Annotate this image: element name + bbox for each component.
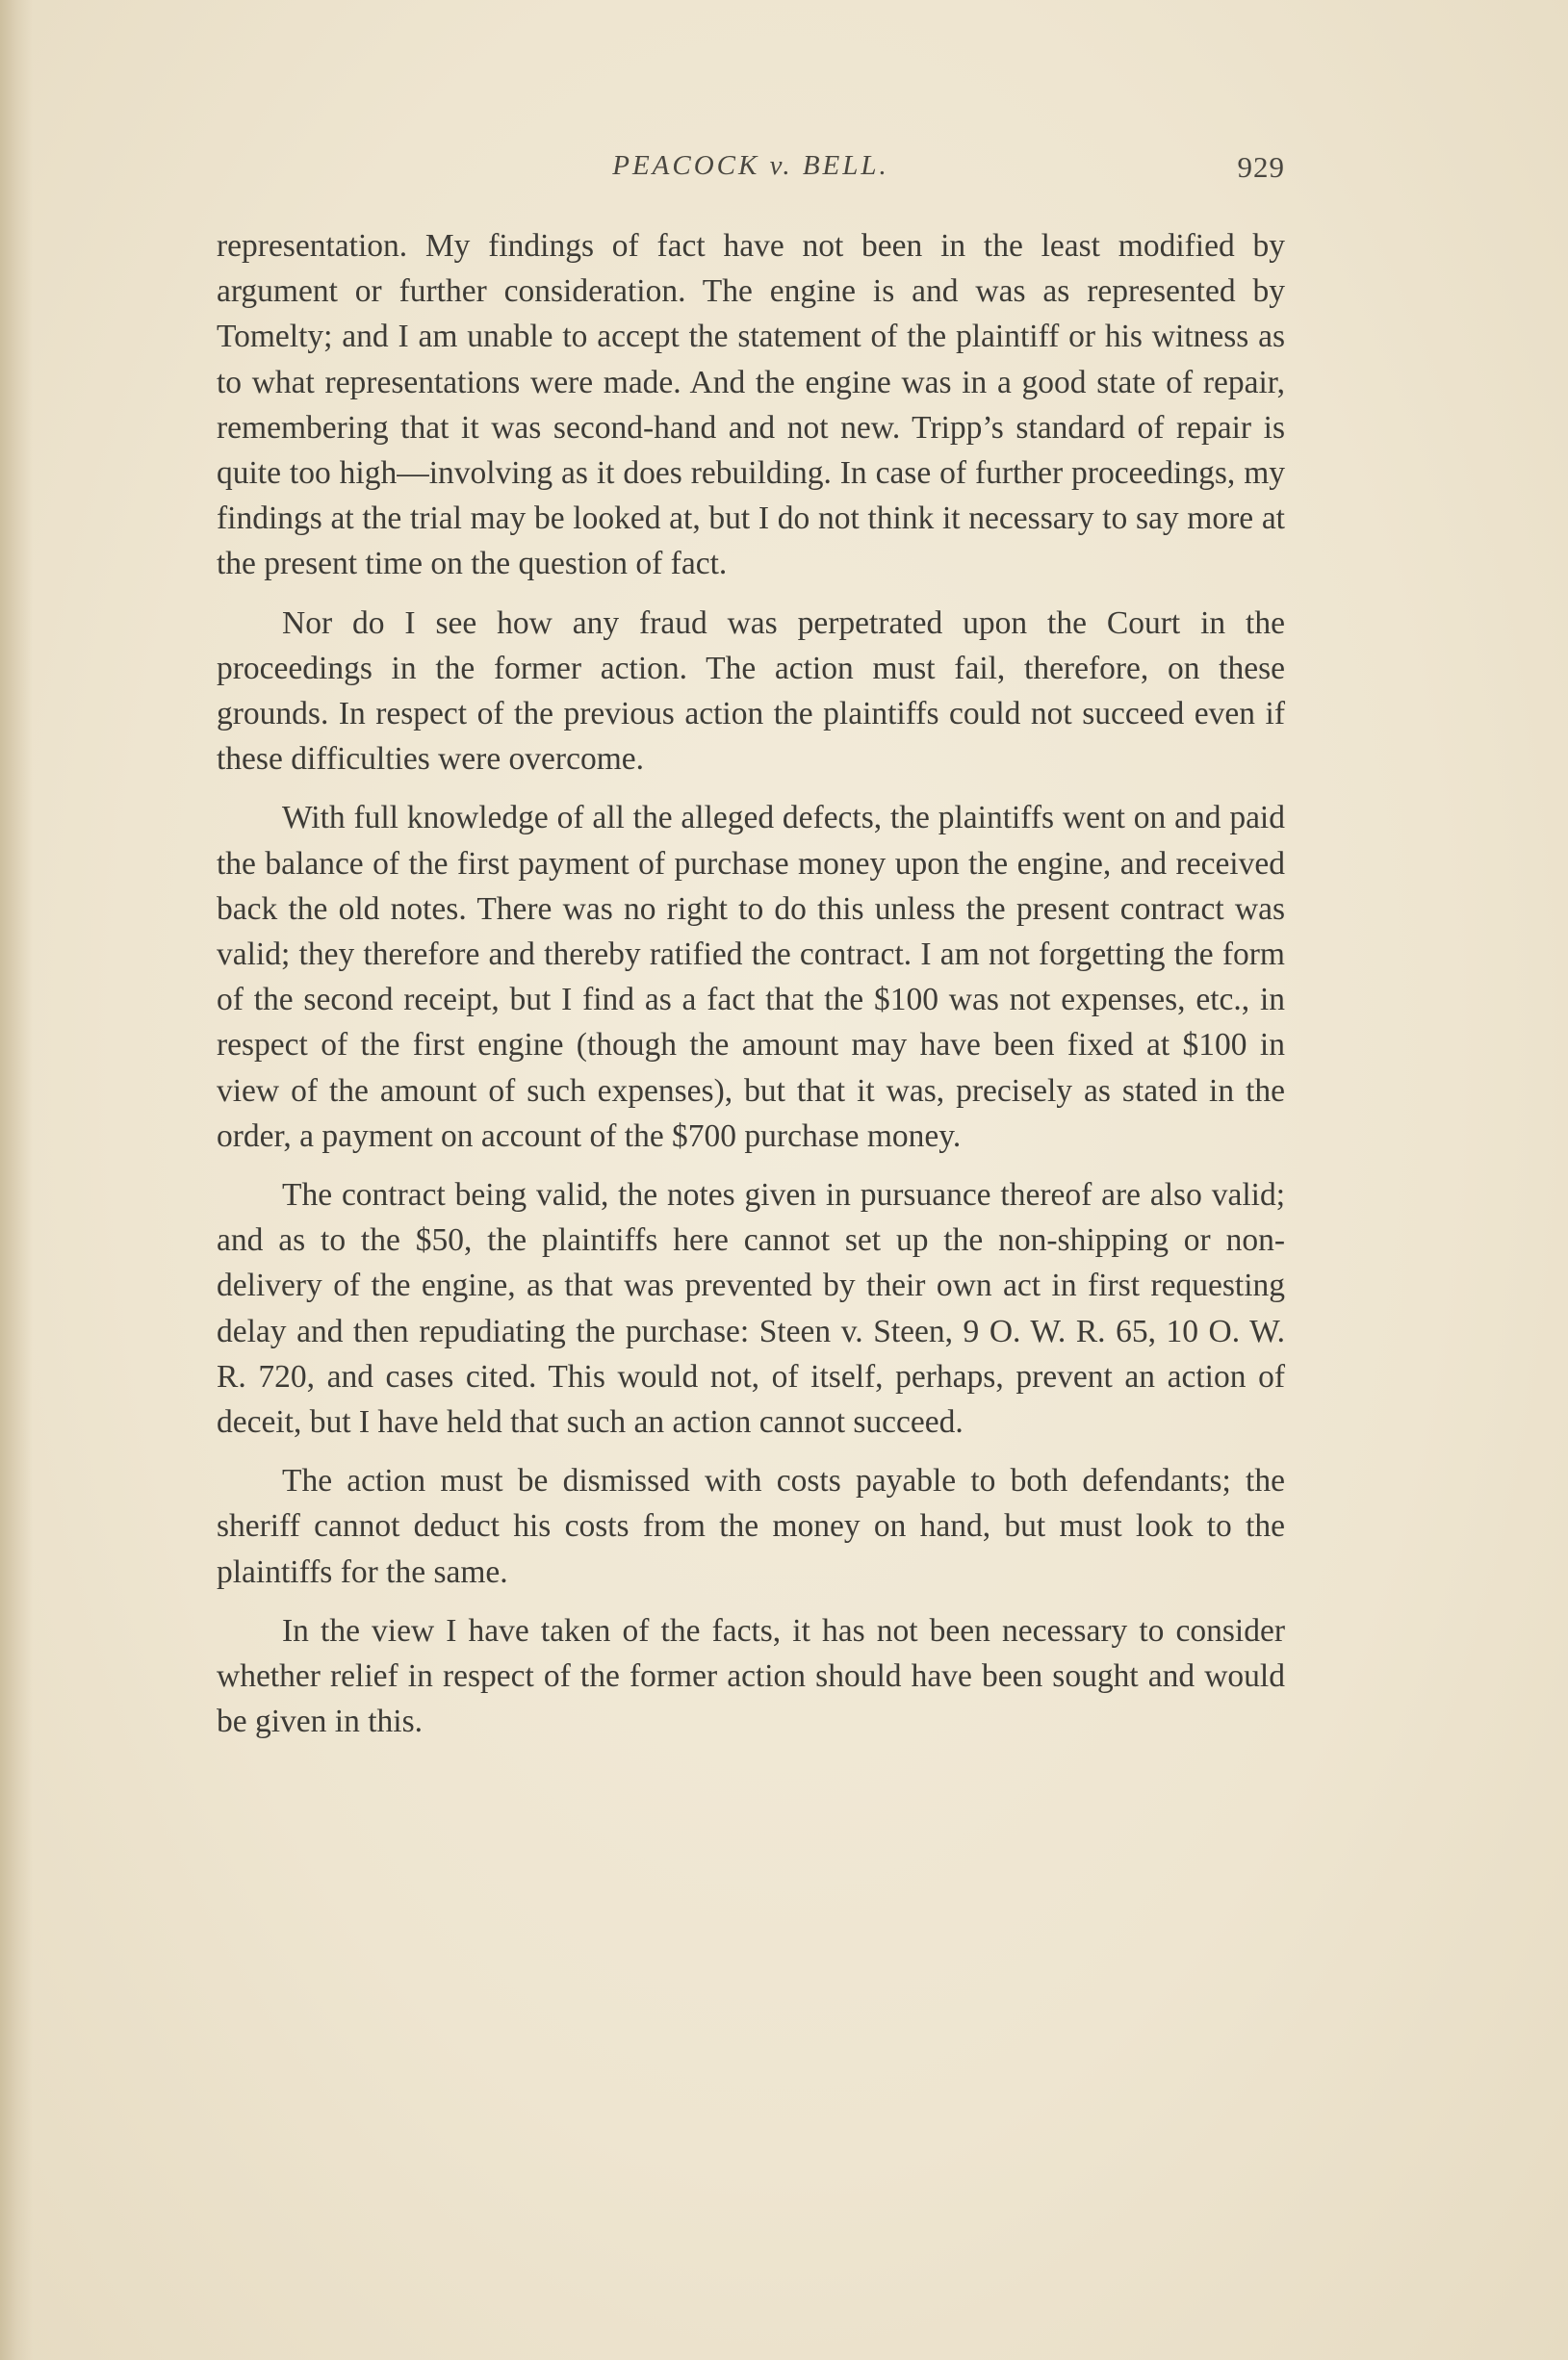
paragraph-5: The action must be dismissed with costs payable to both defendants; the sheriff cannot deduct his costs from the money on hand, but must look to the plaintiffs for the same. — [217, 1463, 1285, 1590]
paragraph-1: representation. My findings of fact have not been in the least modified by argument or further consideration. The engine is and was as represented by Tomelty; and I am unable to accept the statement of the plaintiff or his witness as to what representations were made. And the engine was in a good state of repair, remembering that it was second-hand and not new. Tripp’s standard of repair is quite too high—involving as it does rebuilding. In case of further proceedings, my findings at the trial may be looked at, but I do not think it necessary to say more at the present time on the question of fact. — [217, 228, 1285, 582]
paragraph-2: Nor do I see how any fraud was perpetrated upon the Court in the proceedings in the former action. The action must fail, therefore, on these grounds. In respect of the previous action the plaintiffs could not succeed even if these difficulties were overcome. — [217, 604, 1285, 778]
paragraph-4: The contract being valid, the notes given in pursuance thereof are also valid; and as to the $50, the plaintiffs here cannot set up the non-shipping or non-delivery of the engine, as that was prevented by their own act in first requesting delay and then repudiating the purchase: Steen v. Steen, 9 O. W. R. 65, 10 O. W. R. 720, and cases cited. This would not, of itself, perhaps, prevent an action of deceit, but I have held that such an action cannot succeed. — [217, 1177, 1285, 1441]
body-text — [217, 223, 1285, 1758]
page-header — [217, 150, 1285, 198]
paragraph-6: In the view I have taken of the facts, it has not been necessary to consider whether relief in respect of the former action should have been sought and would be given in this. — [217, 1612, 1285, 1740]
page-number: 929 — [1237, 150, 1285, 184]
binding-gutter — [0, 0, 33, 2360]
running-head: PEACOCK v. BELL. — [612, 150, 889, 181]
paragraph-3: With full knowledge of all the alleged defects, the plaintiffs went on and paid the balance of the first payment of purchase money upon the engine, and received back the old notes. There was no right to do this unless the present contract was valid; they therefore and thereby ratified the contract. I am not forgetting the form of the second receipt, but I find as a fact that the $100 was not expenses, etc., in respect of the first engine (though the amount may have been fixed at $100 in view of the amount of such expenses), but that it was, precisely as stated in the order, a payment on account of the $700 purchase money. — [217, 800, 1285, 1154]
